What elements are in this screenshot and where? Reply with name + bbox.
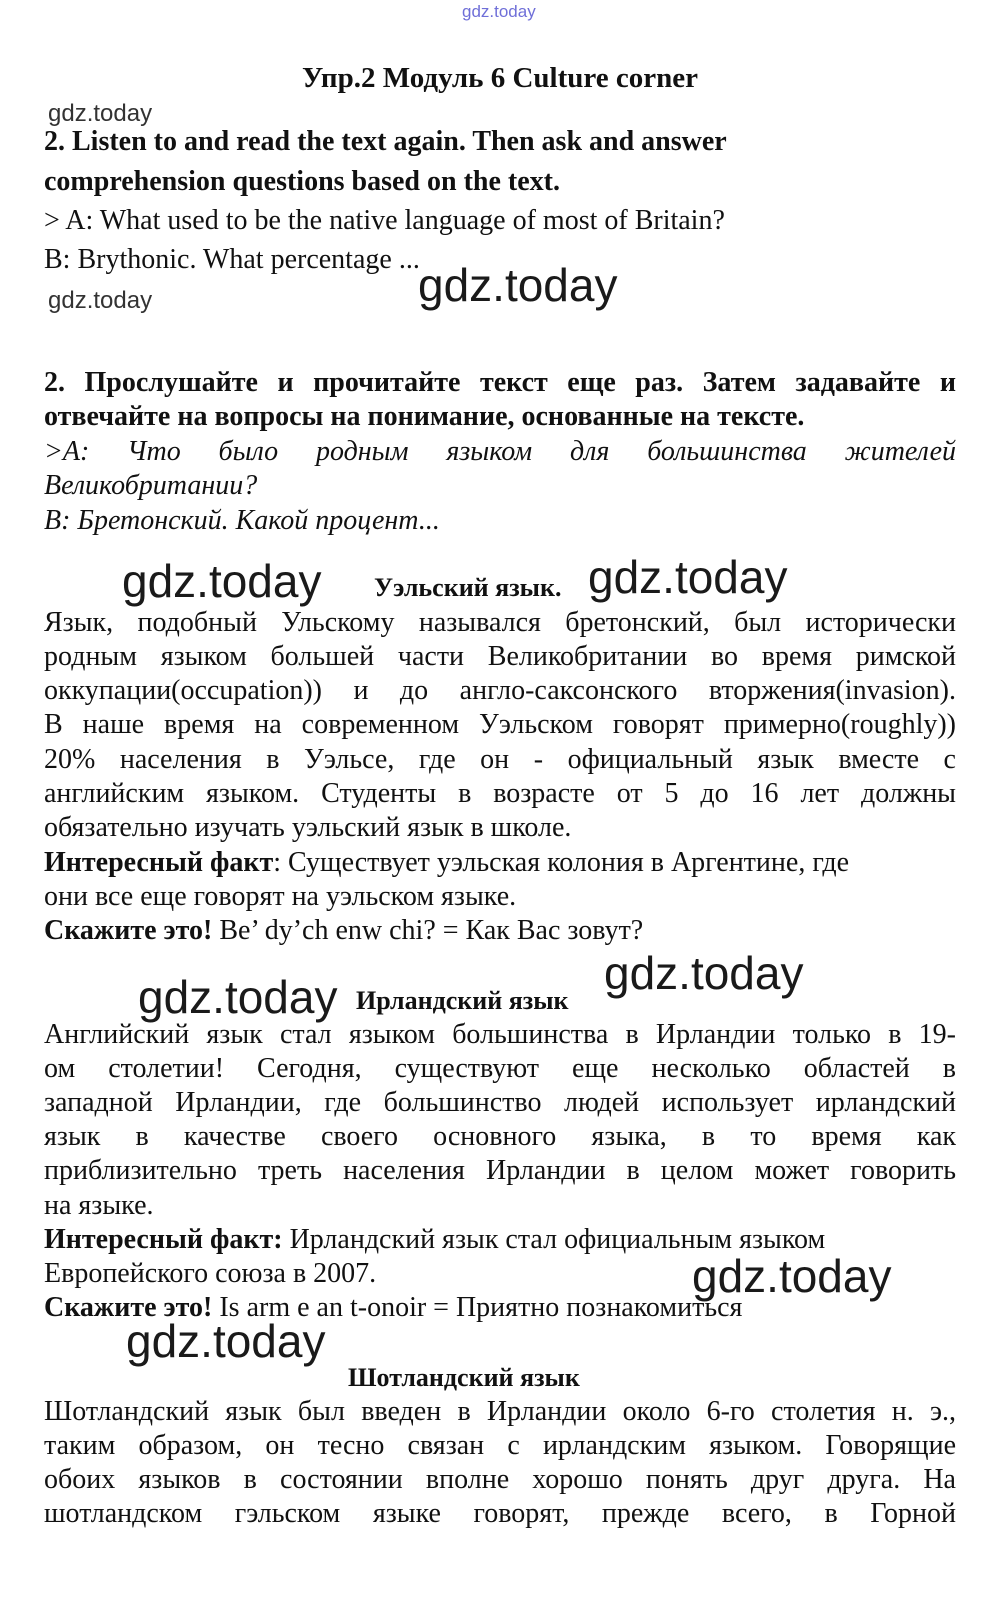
- say-text: Is arm e an t-onoir = Приятно познакомиться: [212, 1292, 743, 1323]
- interesting-fact-irish: [44, 1222, 956, 1258]
- paragraph-line: западной Ирландии, где большинство людей использует ирландский: [44, 1087, 956, 1118]
- watermark: gdz.today: [48, 287, 153, 314]
- russian-task-line: отвечайте на вопросы на понимание, основанные на тексте.: [44, 401, 805, 432]
- watermark: gdz.today: [418, 259, 618, 311]
- interesting-fact-welsh: [44, 845, 956, 881]
- fact-text: Европейского союза в 2007.: [44, 1258, 377, 1289]
- watermark-top: gdz.today: [462, 2, 536, 21]
- paragraph-line: В наше время на современном Уэльском говорят примерно(roughly)): [44, 709, 956, 740]
- watermark: gdz.today: [588, 551, 788, 603]
- english-task-line: 2. Listen to and read the text again. Then ask and answer: [44, 126, 727, 157]
- paragraph-line: родным языком большей части Великобритании во время римской: [44, 641, 956, 672]
- fact-text: они все еще говорят на уэльском языке.: [44, 881, 517, 912]
- paragraph-line: 20% населения в Уэльсе, где он - официальный язык вместе с: [44, 744, 956, 775]
- english-task-line: comprehension questions based on the text.: [44, 166, 560, 197]
- paragraph-line: Английский язык стал языком большинства в Ирландии только в 19-: [44, 1019, 956, 1050]
- russian-task-line: 2. Прослушайте и прочитайте текст еще раз. Затем задавайте и: [44, 367, 956, 398]
- watermark: gdz.today: [126, 1315, 326, 1367]
- paragraph-line: обоих языков в состоянии вполне хорошо понять друг друга. На: [44, 1464, 956, 1495]
- section-heading-scottish: Шотландский язык: [348, 1363, 580, 1392]
- watermark: gdz.today: [692, 1250, 892, 1302]
- watermark: gdz.today: [122, 555, 322, 607]
- paragraph-line: на языке.: [44, 1190, 154, 1221]
- section-heading-welsh: Уэльский язык.: [374, 573, 562, 602]
- paragraph-line: язык в качестве своего основного языка, в то время как: [44, 1121, 956, 1152]
- russian-example-a: >A: Что было родным языком для большинства жителей: [44, 436, 956, 467]
- paragraph-line: приблизительно треть населения Ирландии в целом может говорить: [44, 1155, 956, 1186]
- fact-text: : Существует уэльская колония в Аргентине, где: [273, 847, 850, 878]
- say-it-welsh: [44, 913, 956, 949]
- say-text: Be’ dy’ch enw chi? = Как Вас зовут?: [212, 915, 644, 946]
- english-example-a: > A: What used to be the native language of most of Britain?: [44, 205, 725, 236]
- page-title: Упр.2 Модуль 6 Culture corner: [302, 62, 698, 94]
- paragraph-line: шотландском гэльском языке говорят, прежде всего, в Горной: [44, 1498, 956, 1529]
- paragraph-line: обязательно изучать уэльский язык в школе.: [44, 812, 572, 843]
- paragraph-line: Язык, подобный Ульскому назывался бретонский, был исторически: [44, 607, 956, 638]
- english-example-b: B: Brythonic. What percentage ...: [44, 244, 420, 275]
- section-heading-irish: Ирландский язык: [356, 986, 569, 1015]
- say-label: Скажите это!: [44, 1292, 213, 1323]
- paragraph-line: английским языком. Студенты в возрасте от 5 до 16 лет должны: [44, 778, 956, 809]
- watermark: gdz.today: [604, 947, 804, 999]
- fact-label: Интересный факт:: [44, 1224, 283, 1255]
- paragraph-line: оккупации(occupation)) и до англо-саксонского вторжения(invasion).: [44, 675, 956, 706]
- watermark: gdz.today: [138, 971, 338, 1023]
- paragraph-line: ом столетии! Сегодня, существуют еще несколько областей в: [44, 1053, 956, 1084]
- paragraph-line: Шотландский язык был введен в Ирландии около 6-го столетия н. э.,: [44, 1396, 956, 1427]
- fact-text: Ирландский язык стал официальным языком: [282, 1224, 826, 1255]
- say-label: Скажите это!: [44, 915, 213, 946]
- paragraph-line: таким образом, он тесно связан с ирландским языком. Говорящие: [44, 1430, 956, 1461]
- russian-example-a: Великобритании?: [44, 470, 258, 501]
- russian-example-b: B: Бретонский. Какой процент...: [44, 505, 440, 536]
- say-it-irish: [44, 1290, 956, 1326]
- fact-label: Интересный факт: [44, 847, 274, 878]
- watermark: gdz.today: [48, 100, 153, 127]
